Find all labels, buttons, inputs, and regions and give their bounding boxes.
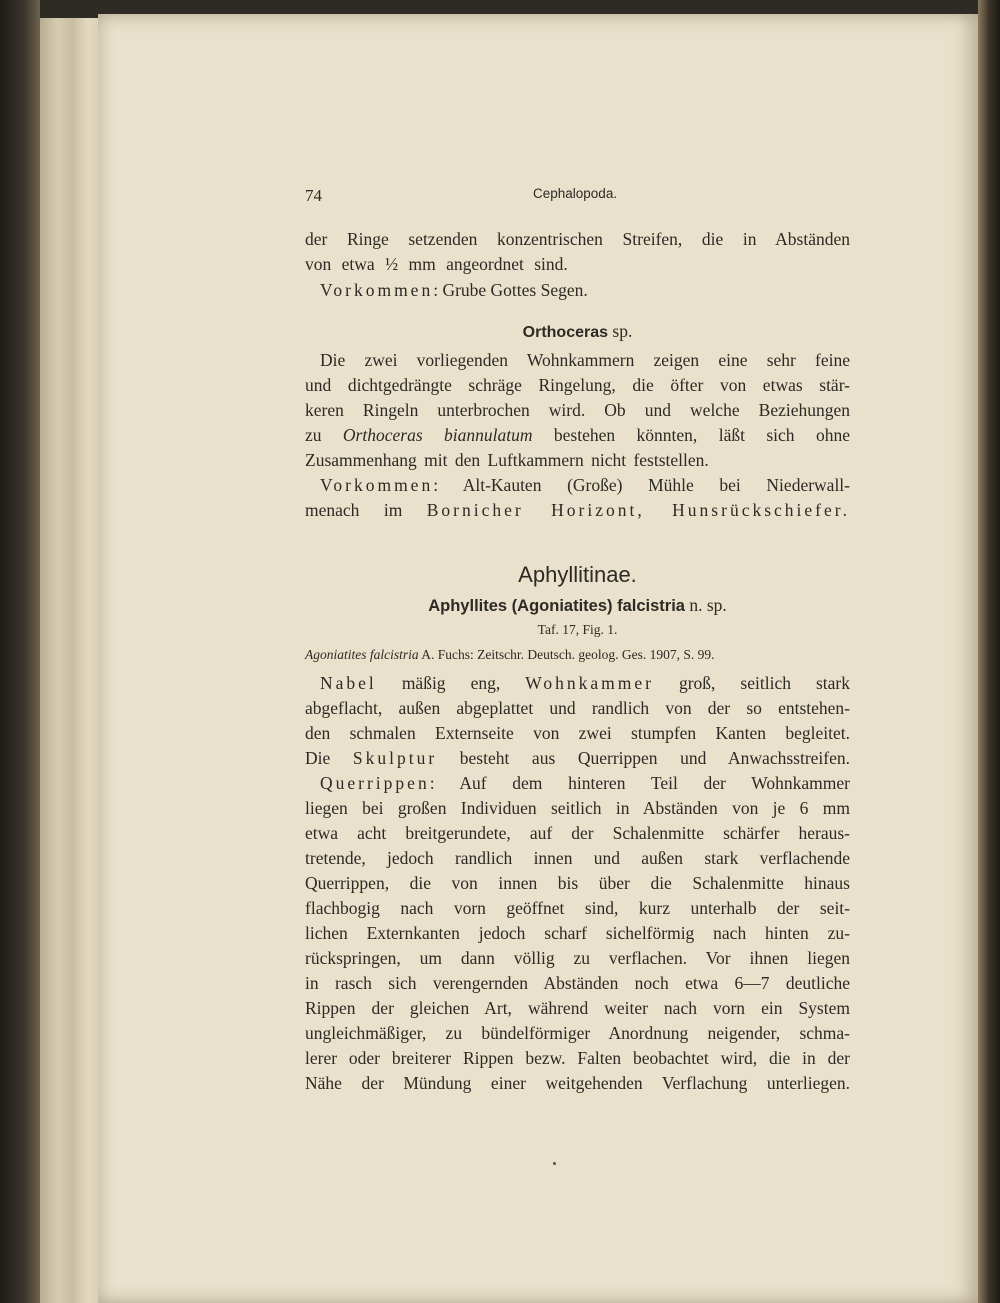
section-heading-orthoceras: Orthoceras sp.	[522, 321, 633, 341]
spaced-term: Bornicher Horizont, Hunsrückschiefer.	[426, 500, 850, 520]
section-heading-aphyllitinae: Aphyllitinae.	[518, 562, 637, 587]
taxon-name: Orthoceras biannulatum	[342, 425, 533, 445]
text-line: lichen Externkanten jedoch scharf sichelförmig nach hinten zu-	[305, 923, 850, 943]
text-line: Vorkommen: Grube Gottes Segen.	[320, 280, 588, 300]
text-line: Querrippen: Auf dem hinteren Teil der Wohnkammer	[320, 773, 850, 793]
text-line: Die zwei vorliegenden Wohnkammern zeigen eine sehr feine	[320, 350, 850, 370]
text-line: Nabel mäßig eng, Wohnkammer groß, seitlich stark	[320, 673, 850, 693]
page-number: 74	[305, 186, 322, 205]
text-line: zu Orthoceras biannulatum bestehen könnten, läßt sich ohne	[305, 425, 850, 445]
text-line: keren Ringeln unterbrochen wird. Ob und welche Beziehungen	[305, 400, 850, 420]
text-line: in rasch sich verengernden Abständen noch etwa 6—7 deutliche	[305, 973, 850, 993]
text-line: etwa acht breitgerundete, auf der Schalenmitte schärfer heraus-	[305, 823, 850, 843]
text-line: Querrippen, die von innen bis über die Schalenmitte hinaus	[305, 873, 850, 893]
spaced-term: Vorkommen	[320, 475, 434, 495]
species-heading: Aphyllites (Agoniatites) falcistria n. sp.	[428, 595, 727, 615]
text-line: ungleichmäßiger, zu bündelförmiger Anordnung neigender, schma-	[305, 1023, 850, 1043]
text-line: Die Skulptur besteht aus Querrippen und Anwachsstreifen.	[305, 748, 850, 768]
text-line: der Ringe setzenden konzentrischen Streifen, die in Abständen	[305, 229, 850, 249]
text-line: Zusammenhang mit den Luftkammern nicht feststellen.	[305, 450, 709, 470]
spaced-term: Vorkommen	[320, 280, 434, 300]
ink-speck	[553, 1162, 556, 1165]
text-line: rückspringen, um dann völlig zu verflachen. Vor ihnen liegen	[305, 948, 850, 968]
literature-reference: Agoniatites falcistria A. Fuchs: Zeitschr. Deutsch. geolog. Ges. 1907, S. 99.	[305, 647, 715, 662]
text-line: Vorkommen: Alt-Kauten (Große) Mühle bei Niederwall-	[320, 475, 850, 495]
book-spine-edge	[978, 0, 1000, 1303]
plate-reference: Taf. 17, Fig. 1.	[537, 622, 618, 637]
page-stack-edge	[40, 18, 100, 1303]
text-line: und dichtgedrängte schräge Ringelung, die öfter von etwas stär-	[305, 375, 850, 395]
text-line: liegen bei großen Individuen seitlich in Abständen von je 6 mm	[305, 798, 850, 818]
spaced-term: Skulptur	[352, 748, 438, 768]
text-line: Nähe der Mündung einer weitgehenden Verflachung unterliegen.	[305, 1073, 850, 1093]
text-line: abgeflacht, außen abgeplattet und randlich von der so entstehen-	[305, 698, 850, 718]
text-line: Rippen der gleichen Art, während weiter nach vorn ein System	[305, 998, 850, 1018]
running-title: Cephalopoda.	[533, 186, 618, 201]
text-line: flachbogig nach vorn geöffnet sind, kurz unterhalb der seit-	[305, 898, 850, 918]
book-cover-edge	[0, 0, 40, 1303]
spaced-term: Querrippen	[320, 773, 430, 793]
text-line: von etwa ½ mm angeordnet sind.	[305, 254, 568, 274]
spaced-term: Nabel	[320, 673, 377, 693]
spaced-term: Wohnkammer	[525, 673, 654, 693]
text-line: den schmalen Externseite von zwei stumpfen Kanten begleitet.	[305, 723, 850, 743]
text-line: menach im Bornicher Horizont, Hunsrückschiefer.	[305, 500, 850, 520]
text-line: lerer oder breiterer Rippen bezw. Falten beobachtet wird, die in der	[305, 1048, 850, 1068]
text-line: tretende, jedoch randlich innen und außen stark verflachende	[305, 848, 850, 868]
